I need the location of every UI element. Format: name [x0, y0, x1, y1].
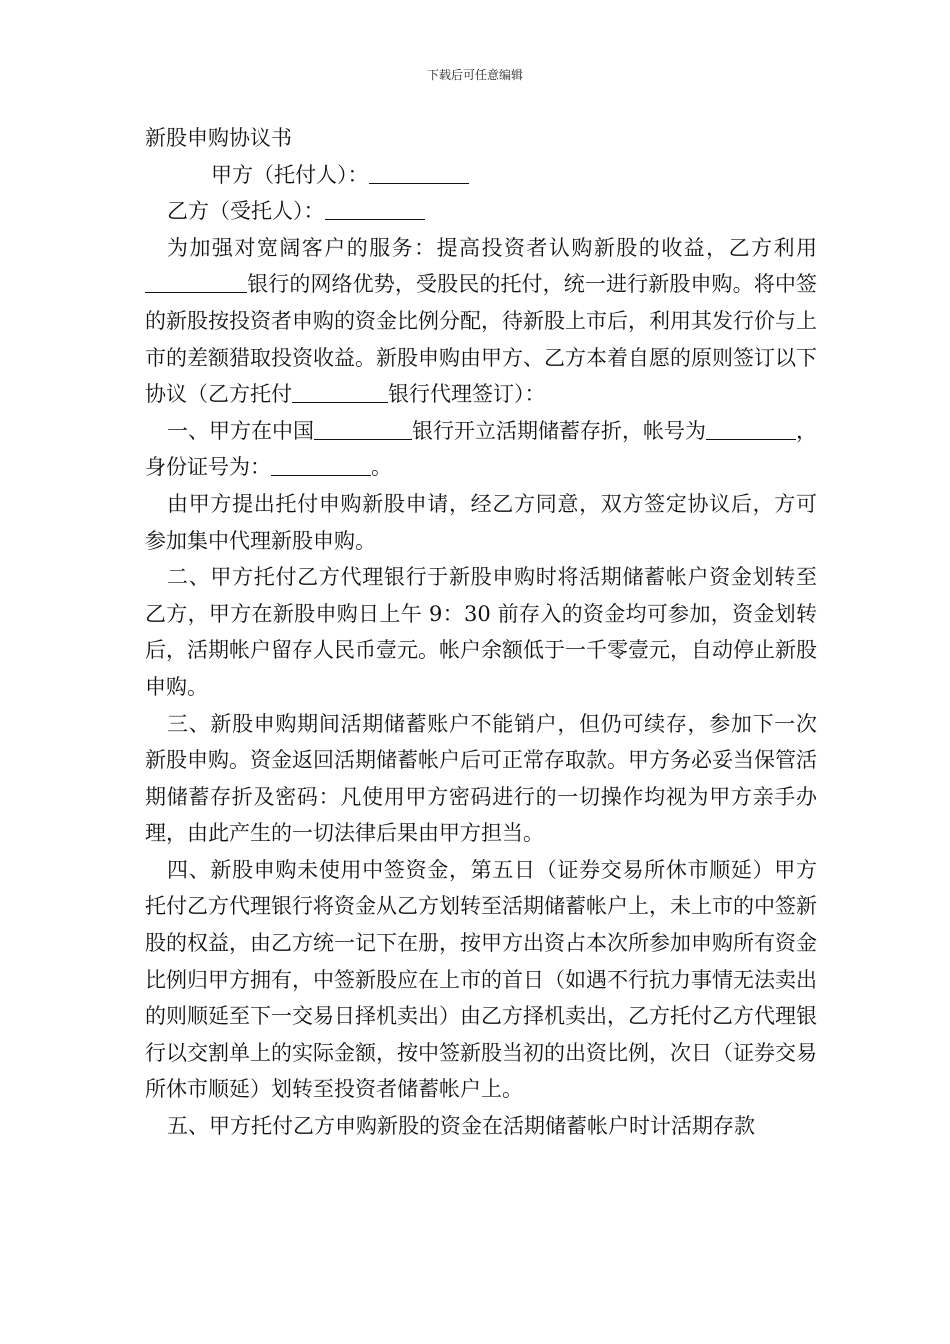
agreement-document — [145, 120, 817, 1145]
agent-bank-blank[interactable] — [292, 380, 388, 403]
clause-5: 五、甲方托付乙方申购新股的资金在活期储蓄帐户时计活期存款 — [167, 1114, 755, 1139]
party-a-blank[interactable] — [369, 161, 469, 184]
clause-2: 二、甲方托付乙方代理银行于新股申购时将活期储蓄帐户资金划转至乙方，甲方在新股申购日上午 9：30 前存入的资金均可参加，资金划转后，活期帐户留存人民币壹元。帐户余额低于一千零壹元，自动停止新股申购。 — [145, 565, 817, 699]
clause-1-text-4: 。 — [371, 455, 392, 480]
account-number-blank-2[interactable] — [766, 417, 796, 440]
account-number-blank-1[interactable] — [706, 417, 766, 440]
id-number-blank[interactable] — [271, 453, 371, 476]
intro-text-2: 银行的网络优势，受股民的托付，统一进行新股申购。将中签的新股按投资者申购的资金比例分配，待新股上市后，利用其发行价与上市的差额猎取投资收益。新股申购由甲方、乙方本着自愿的原则签订以下协议（乙方托付 — [145, 272, 817, 407]
party-b-blank[interactable] — [325, 197, 425, 220]
party-b-line — [145, 193, 817, 230]
document-title: 新股申购协议书 — [145, 126, 292, 150]
clause-3: 三、新股申购期间活期储蓄账户不能销户，但仍可续存，参加下一次新股申购。资金返回活期储蓄帐户后可正常存取款。甲方务必妥当保管活期储蓄存折及密码：凡使用甲方密码进行的一切操作均视为甲方亲手办理，由此产生的一切法律后果由甲方担当。 — [145, 711, 817, 846]
clause-1-note: 由甲方提出托付申购新股申请，经乙方同意，双方签定协议后，方可参加集中代理新股申购。 — [145, 491, 817, 553]
bank-name-blank[interactable] — [145, 270, 247, 293]
china-bank-blank[interactable] — [314, 417, 412, 440]
clause-4: 四、新股申购未使用中签资金，第五日（证券交易所休市顺延）甲方托付乙方代理银行将资金从乙方划转至活期储蓄帐户上，未上市的中签新股的权益，由乙方统一记下在册，按甲方出资占本次所参加申购所有资金比例归甲方拥有，中签新股应在上市的首日（如遇不行抗力事情无法卖出的则顺延至下一交易日择机卖出）由乙方择机卖出，乙方托付乙方代理银行以交割单上的实际金额，按中签新股当初的出资比例，次日（证券交易所休市顺延）划转至投资者储蓄帐户上。 — [145, 857, 817, 1102]
party-a-line — [145, 157, 817, 194]
page-header-note: 下载后可任意编辑 — [426, 68, 523, 82]
intro-paragraph — [145, 230, 817, 413]
intro-text-3: 银行代理签订）： — [388, 382, 546, 407]
party-a-label: 甲方（托付人）： — [211, 162, 369, 187]
clause-1 — [145, 413, 817, 486]
party-b-label: 乙方（受托人）： — [167, 199, 325, 224]
clause-1-text-2: 银行开立活期储蓄存折，帐号为 — [412, 418, 706, 443]
intro-text-1: 为加强对宽阔客户的服务：提高投资者认购新股的收益，乙方利用 — [167, 235, 817, 260]
clause-1-text-1: 一、甲方在中国 — [167, 418, 314, 443]
clause-1-text-3: ，身份证号为： — [145, 418, 817, 480]
